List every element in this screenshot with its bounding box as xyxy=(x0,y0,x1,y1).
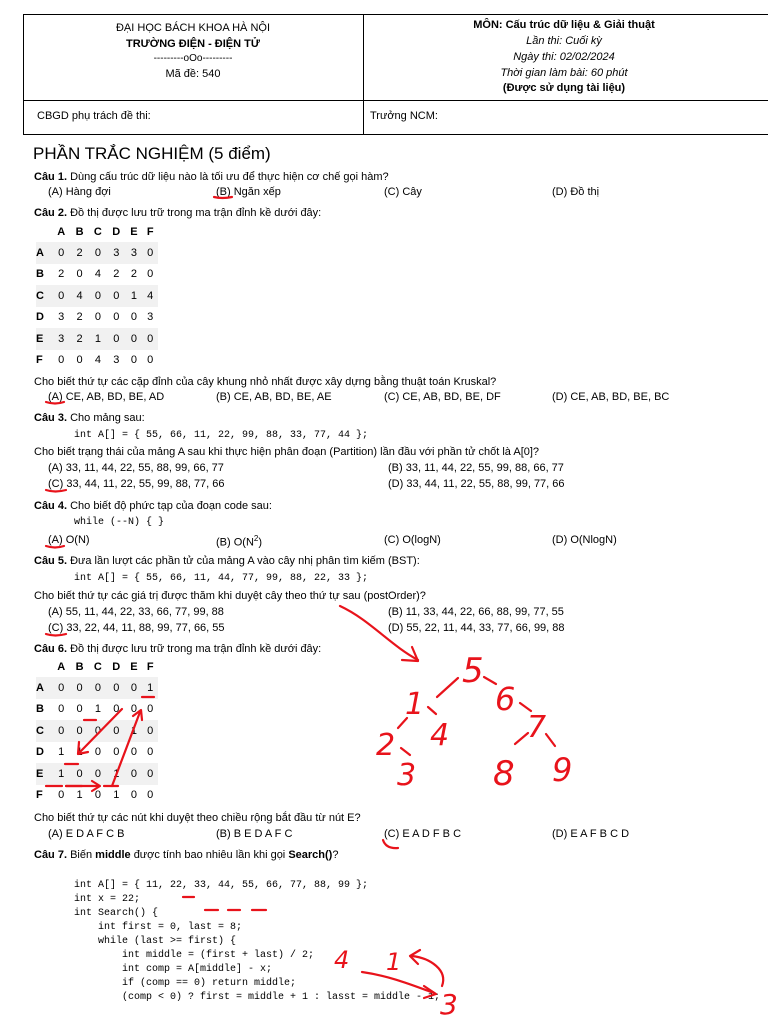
matrix-cell: 0 xyxy=(147,746,154,759)
matrix-row-header: B xyxy=(36,268,44,281)
code-line: int x = 22; xyxy=(74,894,141,905)
matrix-cell: 0 xyxy=(147,703,154,716)
question-text: Cho mảng sau: xyxy=(70,412,145,424)
matrix-cell: 0 xyxy=(113,703,120,716)
matrix-cell: 3 xyxy=(113,354,120,367)
matrix-cell: 3 xyxy=(58,311,65,324)
matrix-cell: 1 xyxy=(76,746,83,759)
question-text: Dùng cấu trúc dữ liệu nào là tối ưu để thực hiện cơ chế gọi hàm? xyxy=(70,171,389,183)
option-b xyxy=(216,534,262,549)
question-label: Câu 3. xyxy=(34,412,68,424)
option-d: (D) CE, AB, BD, BE, BC xyxy=(552,391,670,403)
option-c: (C) O(logN) xyxy=(384,534,441,546)
arrowhead xyxy=(402,647,418,661)
tree-node: 6 xyxy=(495,680,516,718)
option-d: (D) 33, 44, 11, 22, 55, 88, 99, 77, 66 xyxy=(388,478,565,490)
tree-edge xyxy=(515,733,528,744)
matrix-cell: 0 xyxy=(147,789,154,802)
matrix-header-row xyxy=(36,222,158,242)
code-line: int first = 0, last = 8; xyxy=(74,922,243,933)
matrix-cell: 0 xyxy=(94,724,101,737)
superscript: 2 xyxy=(253,534,259,543)
matrix-row-header: F xyxy=(36,354,43,367)
tree-node: 8 xyxy=(493,754,515,794)
option-b: (B) Ngăn xếp xyxy=(216,186,281,198)
question-text: ? xyxy=(332,849,339,861)
option-a: (A) CE, AB, BD, BE, AD xyxy=(48,391,165,403)
subject-label: MÔN: xyxy=(473,19,503,31)
question-text: Cho biết độ phức tạp của đoạn code sau: xyxy=(70,500,272,512)
matrix-cell: 1 xyxy=(58,746,65,759)
tree-node: 5 xyxy=(462,651,484,691)
matrix-cell: 0 xyxy=(113,311,120,324)
code-snippet: int A[] = { 55, 66, 11, 44, 77, 99, 88, 22, 33 }; xyxy=(74,573,369,584)
matrix-cell: 1 xyxy=(94,703,101,716)
answer-mark xyxy=(46,634,66,636)
matrix-cell: 0 xyxy=(94,789,101,802)
matrix-cell: 0 xyxy=(113,724,120,737)
matrix-cell: 0 xyxy=(76,703,83,716)
matrix-col-header: A xyxy=(57,226,66,238)
matrix-cell: 0 xyxy=(130,332,137,345)
question-label: Câu 2. xyxy=(34,207,68,219)
option-c: (C) 33, 22, 44, 11, 88, 99, 77, 66, 55 xyxy=(48,622,225,634)
matrix-cell: 0 xyxy=(58,703,65,716)
matrix-cell: 0 xyxy=(76,681,83,694)
code-snippet: while (--N) { } xyxy=(74,517,165,528)
matrix-row xyxy=(36,785,158,807)
question-text: Cho biết thứ tự các nút khi duyệt theo chiều rộng bắt đầu từ nút E? xyxy=(34,812,361,824)
matrix-col-header: D xyxy=(112,661,121,673)
tree-edge xyxy=(401,748,410,755)
matrix-cell: 0 xyxy=(76,724,83,737)
code-line: while (last >= first) { xyxy=(74,936,237,947)
option-d: (D) Đồ thị xyxy=(552,186,600,198)
exam-date: Ngày thi: 02/02/2024 xyxy=(513,51,615,63)
question-1 xyxy=(34,171,389,183)
matrix-col-header: D xyxy=(112,226,121,238)
matrix-cell: 0 xyxy=(130,354,137,367)
tree-edge xyxy=(437,678,458,697)
exam-duration: Thời gian làm bài: 60 phút xyxy=(500,67,628,79)
matrix-cell: 1 xyxy=(130,289,137,302)
matrix-cell: 2 xyxy=(76,246,83,259)
matrix-cell: 0 xyxy=(130,311,137,324)
question-text: Cho biết thứ tự các cặp đỉnh của cây khung nhỏ nhất được xây dựng bằng thuật toán Kruskal? xyxy=(34,376,497,388)
matrix-cell: 0 xyxy=(113,289,120,302)
option-c: (C) 33, 44, 11, 22, 55, 99, 88, 77, 66 xyxy=(48,478,225,490)
tree-node: 4 xyxy=(430,718,450,753)
tree-node: 9 xyxy=(552,751,573,789)
matrix-row xyxy=(36,720,158,742)
subject-name: Cấu trúc dữ liệu & Giải thuật xyxy=(505,19,655,31)
code-line: int comp = A[middle] - x; xyxy=(74,964,273,975)
question-text: Cho biết thứ tự các giá trị được thăm khi duyệt cây theo thứ tự sau (postOrder)? xyxy=(34,590,426,602)
matrix-cell: 2 xyxy=(76,311,83,324)
matrix-col-header: C xyxy=(93,661,102,673)
matrix-col-header: E xyxy=(130,226,138,238)
matrix-cell: 0 xyxy=(94,681,101,694)
matrix-cell: 1 xyxy=(58,767,65,780)
separator: ---------oOo--------- xyxy=(153,53,233,64)
code-line: int Search() { xyxy=(74,908,159,919)
arrowhead xyxy=(410,950,420,964)
option-c: (C) Cây xyxy=(384,186,422,198)
option-a: (A) 55, 11, 44, 22, 33, 66, 77, 99, 88 xyxy=(48,606,224,618)
option-c: (C) CE, AB, BD, BE, DF xyxy=(384,391,501,403)
matrix-row-header: F xyxy=(36,789,43,802)
matrix-col-header: F xyxy=(146,226,154,238)
matrix-col-header: B xyxy=(75,226,84,238)
tree-edge xyxy=(520,703,531,711)
matrix-cell: 0 xyxy=(130,703,137,716)
matrix-cell: 3 xyxy=(113,246,120,259)
tree-node: 1 xyxy=(405,687,425,722)
code-line: int middle = (first + last) / 2; xyxy=(74,950,315,961)
matrix-cell: 0 xyxy=(147,246,154,259)
matrix-cell: 0 xyxy=(113,332,120,345)
option-d: (D) O(NlogN) xyxy=(552,534,617,546)
option-a: (A) E D A F C B xyxy=(48,828,125,840)
matrix-col-header: B xyxy=(75,661,84,673)
matrix-cell: 3 xyxy=(147,311,154,324)
matrix-row xyxy=(36,742,158,764)
code-snippet: int A[] = { 55, 66, 11, 22, 99, 88, 33, 77, 44 }; xyxy=(74,430,369,441)
materials-note: (Được sử dụng tài liệu) xyxy=(502,82,626,94)
matrix-col-header: E xyxy=(130,661,138,673)
question-label: Câu 6. xyxy=(34,643,68,655)
university-name: ĐẠI HỌC BÁCH KHOA HÀ NỘI xyxy=(115,22,271,34)
matrix-row xyxy=(36,242,158,264)
answer-mark xyxy=(46,490,66,492)
matrix-cell: 0 xyxy=(94,246,101,259)
tree-node: 3 xyxy=(397,758,417,793)
matrix-cell: 1 xyxy=(113,789,120,802)
matrix-corner xyxy=(36,657,52,677)
question-5 xyxy=(34,555,420,567)
matrix-cell: 0 xyxy=(58,681,65,694)
lecturer-label: CBGD phụ trách đề thi: xyxy=(37,110,151,122)
matrix-cell: 0 xyxy=(76,354,83,367)
exam-attempt: Lần thi: Cuối kỳ xyxy=(526,35,602,47)
matrix-cell: 0 xyxy=(147,724,154,737)
tree-edge xyxy=(546,734,555,746)
matrix-row-header: A xyxy=(36,681,44,694)
variable-name: middle xyxy=(95,849,131,861)
matrix-col-header: C xyxy=(93,226,102,238)
question-label: Câu 5. xyxy=(34,555,68,567)
question-label: Câu 1. xyxy=(34,171,68,183)
matrix-row-header: E xyxy=(36,332,44,345)
matrix-cell: 0 xyxy=(94,289,101,302)
function-name: Search() xyxy=(288,849,333,861)
code-line: if (comp == 0) return middle; xyxy=(74,978,297,989)
matrix-cell: 0 xyxy=(58,246,65,259)
matrix-col-header: A xyxy=(57,661,66,673)
matrix-cell: 4 xyxy=(147,289,154,302)
matrix-cell: 0 xyxy=(147,767,154,780)
matrix-cell: 0 xyxy=(130,746,137,759)
option-b: (B) 33, 11, 44, 22, 55, 99, 88, 66, 77 xyxy=(388,462,564,474)
tree-node: 7 xyxy=(527,710,547,745)
matrix-row xyxy=(36,350,158,372)
tree-edge xyxy=(484,677,496,684)
answer-mark xyxy=(46,546,64,548)
matrix-cell: 0 xyxy=(130,767,137,780)
question-6 xyxy=(34,643,321,655)
matrix-cell: 1 xyxy=(94,332,101,345)
count-mark: 1 xyxy=(386,948,402,976)
subject-line xyxy=(364,19,764,31)
option-b: (B) 11, 33, 44, 22, 66, 88, 99, 77, 55 xyxy=(388,606,564,618)
matrix-row-header: A xyxy=(36,246,44,259)
matrix-cell: 2 xyxy=(113,268,120,281)
matrix-row xyxy=(36,699,158,721)
matrix-cell: 1 xyxy=(113,767,120,780)
matrix-cell: 0 xyxy=(94,746,101,759)
tree-edge xyxy=(398,718,407,728)
option-c: (C) E A D F B C xyxy=(384,828,462,840)
matrix-row xyxy=(36,307,158,329)
head-label: Trưởng NCM: xyxy=(370,110,438,122)
matrix-row-header: C xyxy=(36,724,44,737)
code-line: int A[] = { 11, 22, 33, 44, 55, 66, 77, 88, 99 }; xyxy=(74,880,369,891)
matrix-cell: 0 xyxy=(76,767,83,780)
matrix-cell: 2 xyxy=(130,268,137,281)
arrow-line xyxy=(362,972,434,993)
option-text: ) xyxy=(258,536,263,549)
question-text: Biến xyxy=(70,849,93,861)
header-divider xyxy=(23,100,768,101)
matrix-cell: 0 xyxy=(130,789,137,802)
matrix-cell: 0 xyxy=(113,681,120,694)
count-mark: 4 xyxy=(334,946,350,974)
matrix-row-header: E xyxy=(36,767,44,780)
code-line: (comp < 0) ? first = middle + 1 : lasst = middle - 1; xyxy=(74,992,441,1003)
question-4 xyxy=(34,500,272,512)
matrix-cell: 0 xyxy=(58,354,65,367)
matrix-cell: 3 xyxy=(130,246,137,259)
option-text: (B) O(N xyxy=(216,536,254,549)
matrix-cell: 0 xyxy=(147,354,154,367)
matrix-row xyxy=(36,264,158,286)
tree-node: 2 xyxy=(376,728,396,763)
exam-code: Mã đề: 540 xyxy=(165,68,221,80)
question-label: Câu 4. xyxy=(34,500,68,512)
matrix-cell: 0 xyxy=(58,724,65,737)
count-mark: 3 xyxy=(440,988,458,1021)
matrix-cell: 1 xyxy=(147,681,154,694)
matrix-row xyxy=(36,328,158,350)
option-b: (B) B E D A F C xyxy=(216,828,293,840)
tree-edge xyxy=(428,707,436,714)
option-a: (A) O(N) xyxy=(48,534,90,546)
adjacency-matrix xyxy=(36,222,158,371)
question-text: Đưa lần lượt các phần tử của mảng A vào cây nhị phân tìm kiếm (BST): xyxy=(70,555,420,567)
matrix-cell: 1 xyxy=(130,724,137,737)
matrix-row xyxy=(36,763,158,785)
matrix-cell: 4 xyxy=(76,289,83,302)
matrix-row-header: B xyxy=(36,703,44,716)
matrix-cell: 1 xyxy=(76,789,83,802)
school-name: TRƯỜNG ĐIỆN - ĐIỆN TỬ xyxy=(126,38,260,50)
option-b: (B) CE, AB, BD, BE, AE xyxy=(216,391,332,403)
matrix-row-header: D xyxy=(36,746,44,759)
question-text: được tính bao nhiêu lần khi gọi xyxy=(133,849,286,861)
matrix-header-row xyxy=(36,657,158,677)
matrix-row-header: C xyxy=(36,289,44,302)
matrix-cell: 2 xyxy=(58,268,65,281)
question-text: Đồ thị được lưu trữ trong ma trận đỉnh kề dưới đây: xyxy=(70,643,322,655)
matrix-cell: 0 xyxy=(94,311,101,324)
question-text: Đồ thị được lưu trữ trong ma trận đỉnh kề dưới đây: xyxy=(70,207,322,219)
matrix-col-header: F xyxy=(146,661,154,673)
matrix-cell: 0 xyxy=(147,332,154,345)
matrix-cell: 0 xyxy=(76,268,83,281)
matrix-cell: 0 xyxy=(130,681,137,694)
option-d: (D) 55, 22, 11, 44, 33, 77, 66, 99, 88 xyxy=(388,622,565,634)
matrix-cell: 0 xyxy=(94,767,101,780)
question-label: Câu 7. xyxy=(34,849,68,861)
option-a: (A) 33, 11, 44, 22, 55, 88, 99, 66, 77 xyxy=(48,462,224,474)
adjacency-matrix xyxy=(36,657,158,806)
section-title: PHẦN TRẮC NGHIỆM (5 điểm) xyxy=(33,144,271,163)
matrix-cell: 2 xyxy=(76,332,83,345)
option-d: (D) E A F B C D xyxy=(552,828,630,840)
matrix-row-header: D xyxy=(36,311,44,324)
question-2 xyxy=(34,207,321,219)
arrow-line xyxy=(412,956,443,986)
question-text: Cho biết trạng thái của mảng A sau khi thực hiện phân đoạn (Partition) lần đầu với phần tử chốt là A[0]? xyxy=(34,446,540,458)
matrix-row xyxy=(36,285,158,307)
matrix-row xyxy=(36,677,158,699)
matrix-corner xyxy=(36,222,52,242)
matrix-cell: 0 xyxy=(113,746,120,759)
matrix-cell: 0 xyxy=(147,268,154,281)
matrix-cell: 4 xyxy=(94,268,101,281)
question-7 xyxy=(34,849,338,861)
matrix-cell: 3 xyxy=(58,332,65,345)
matrix-cell: 0 xyxy=(58,289,65,302)
matrix-cell: 4 xyxy=(94,354,101,367)
question-3 xyxy=(34,412,145,424)
option-a: (A) Hàng đợi xyxy=(48,186,111,198)
answer-mark xyxy=(383,840,398,848)
matrix-cell: 0 xyxy=(58,789,65,802)
